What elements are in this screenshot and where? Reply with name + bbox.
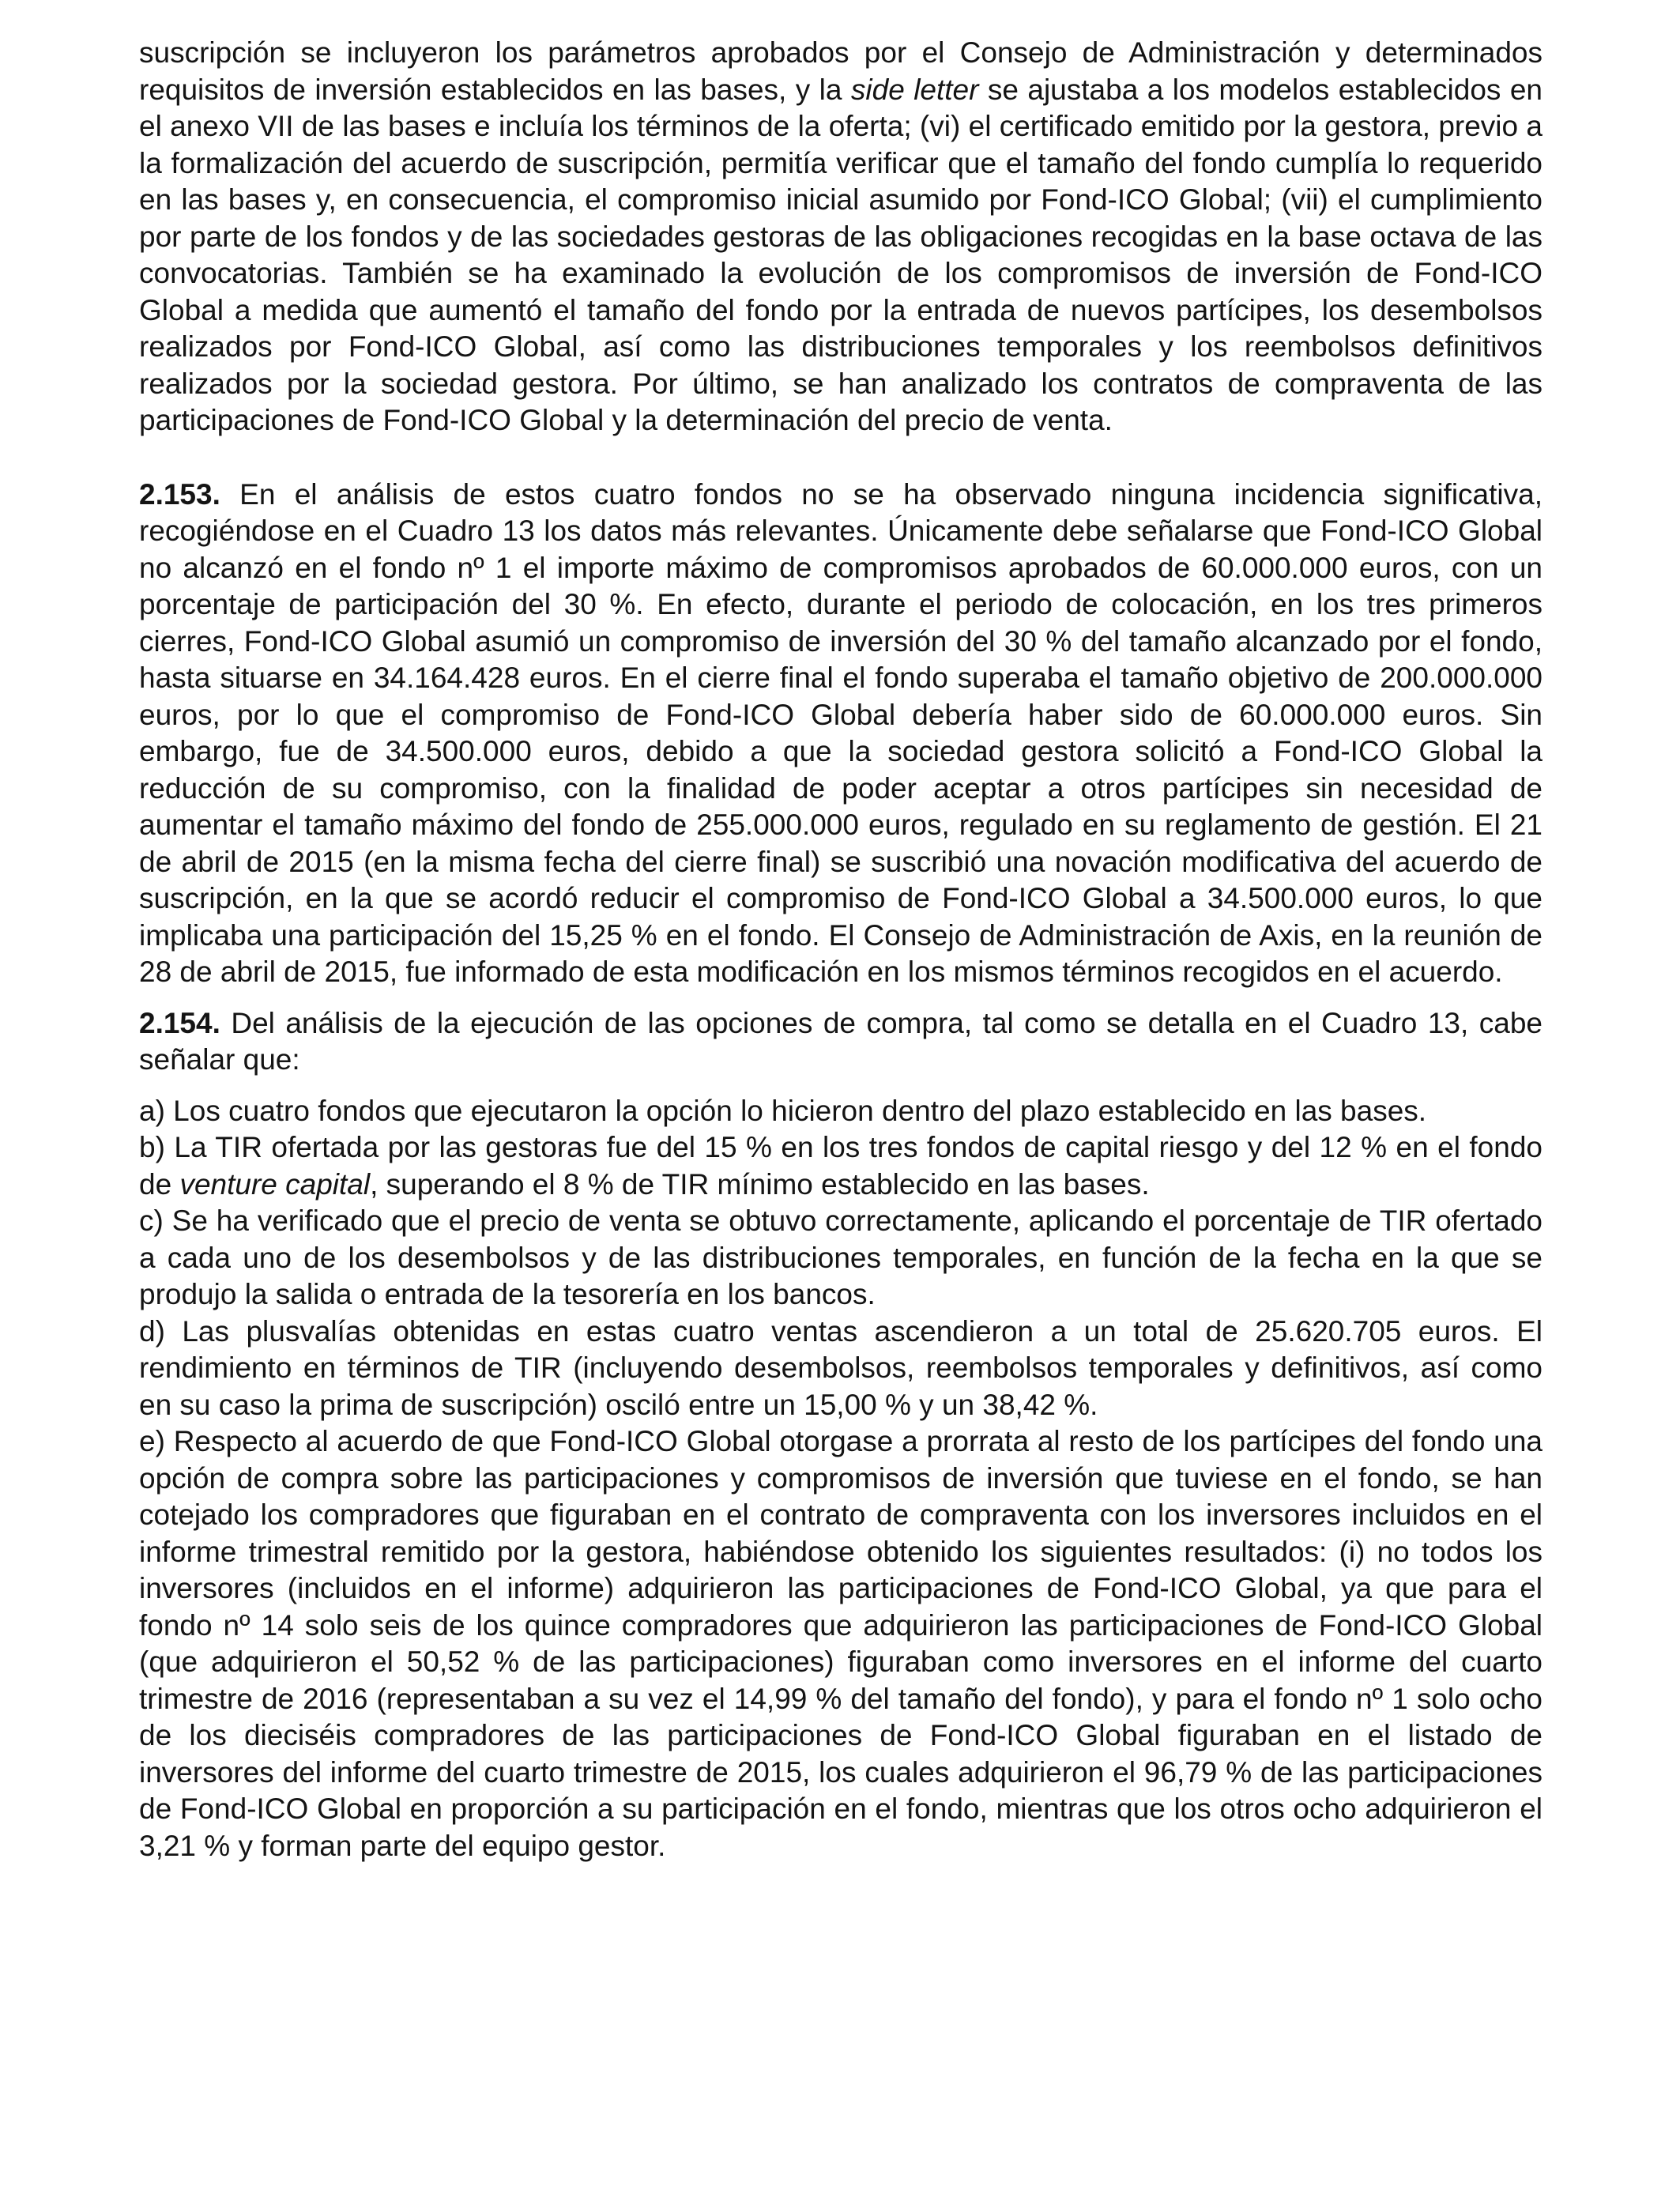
document-page [139,35,1543,1864]
paragraph-2-153 [139,477,1543,991]
list-item-c: c) Se ha verificado que el precio de venta se obtuvo correctamente, aplicando el porcentaje de TIR ofertado a cada uno de los desembolsos y de las distribuciones temporales, en función de la fecha en la que se produjo la salida o entrada de la tesorería en los bancos. [139,1204,1543,1310]
findings-list [139,1093,1543,1865]
list-item-e: e) Respecto al acuerdo de que Fond-ICO Global otorgase a prorrata al resto de los partícipes del fondo una opción de compra sobre las participaciones y compromisos de inversión que tuviese en el fondo, se han cotejado los compradores que figuraban en el contrato de compraventa con los inversores incluidos en el informe trimestral remitido por la gestora, habiéndose obtenido los siguientes resultados: (i) no todos los inversores (incluidos en el informe) adquirieron las participaciones de Fond-ICO Global, ya que para el fondo nº 14 solo seis de los quince compradores que adquirieron las participaciones de Fond-ICO Global (que adquirieron el 50,52 % de las participaciones) figuraban como inversores en el informe del cuarto trimestre de 2016 (representaban a su vez el 14,99 % del tamaño del fondo), y para el fondo nº 1 solo ocho de los dieciséis compradores de las participaciones de Fond-ICO Global figuraban en el listado de inversores del informe del cuarto trimestre de 2015, los cuales adquirieron el 96,79 % de las participaciones de Fond-ICO Global en proporción a su participación en el fondo, mientras que los otros ocho adquirieron el 3,21 % y forman parte del equipo gestor. [139,1425,1543,1862]
paragraph-number: 2.153. [139,477,220,511]
paragraph-2-154 [139,1005,1543,1079]
list-item-b-italic-term: venture capital [179,1167,371,1201]
paragraph-text: En el análisis de estos cuatro fondos no se ha observado ninguna incidencia significativa, recogiéndose en el Cuadro 13 los datos más relevantes. Únicamente debe señalarse que Fond-ICO Global no alcanzó en el fondo nº 1 el importe máximo de compromisos aprobados de 60.000.000 euros, con un porcentaje de participación del 30 %. En efecto, durante el periodo de colocación, en los tres primeros cierres, Fond-ICO Global asumió un compromiso de inversión del 30 % del tamaño alcanzado por el fondo, hasta situarse en 34.164.428 euros. En el cierre final el fondo superaba el tamaño objetivo de 200.000.000 euros, por lo que el compromiso de Fond-ICO Global debería haber sido de 60.000.000 euros. Sin embargo, fue de 34.500.000 euros, debido a que la sociedad gestora solicitó a Fond-ICO Global la reducción de su compromiso, con la finalidad de poder aceptar a otros partícipes sin necesidad de aumentar el tamaño máximo del fondo de 255.000.000 euros, regulado en su reglamento de gestión. El 21 de abril de 2015 (en la misma fecha del cierre final) se suscribió una novación modificativa del acuerdo de suscripción, en la que se acordó reducir el compromiso de Fond-ICO Global a 34.500.000 euros, lo que implicaba una participación del 15,25 % en el fondo. El Consejo de Administración de Axis, en la reunión de 28 de abril de 2015, fue informado de esta modificación en los mismos términos recogidos en el acuerdo. [139,477,1543,988]
list-item-d: d) Las plusvalías obtenidas en estas cuatro ventas ascendieron a un total de 25.620.705 euros. El rendimiento en términos de TIR (incluyendo desembolsos, reembolsos temporales y definitivos, así como en su caso la prima de suscripción) osciló entre un 15,00 % y un 38,42 %. [139,1314,1543,1421]
list-item-a: a) Los cuatro fondos que ejecutaron la opción lo hicieron dentro del plazo establecido en las bases. [139,1094,1427,1127]
paragraph-intro-text-a: suscripción se incluyeron los parámetros aprobados por el Consejo de Administración y determinados requisitos de inversión establecidos en las bases, y la [139,36,1543,106]
paragraph-intro-text-c: se ajustaba a los modelos establecidos en el anexo VII de las bases e incluía los términos de la oferta; (vi) el certificado emitido por la gestora, previo a la formalización del acuerdo de suscripción, permitía verificar que el tamaño del fondo cumplía lo requerido en las bases y, en consecuencia, el compromiso inicial asumido por Fond-ICO Global; (vii) el cumplimiento por parte de los fondos y de las sociedades gestoras de las obligaciones recogidas en la base octava de las convocatorias. También se ha examinado la evolución de los compromisos de inversión de Fond-ICO Global a medida que aumentó el tamaño del fondo por la entrada de nuevos partícipes, los desembolsos realizados por Fond-ICO Global, así como las distribuciones temporales y los reembolsos definitivos realizados por la sociedad gestora. Por último, se han analizado los contratos de compraventa de las participaciones de Fond-ICO Global y la determinación del precio de venta. [139,73,1543,436]
list-item-b-text-3: , superando el 8 % de TIR mínimo establecido en las bases. [370,1167,1150,1201]
paragraph-intro [139,35,1543,439]
paragraph-text: Del análisis de la ejecución de las opciones de compra, tal como se detalla en el Cuadro 13, cabe señalar que: [139,1006,1543,1076]
paragraph-intro-italic-term: side letter [850,73,979,106]
list-item-b-text-1: b) La TIR ofertada por las gestoras fue del 15 % en los tres fondos de capital riesgo y del 12 % en el fondo de [139,1131,1543,1201]
paragraph-number: 2.154. [139,1006,220,1039]
list-item-b [139,1129,1543,1203]
